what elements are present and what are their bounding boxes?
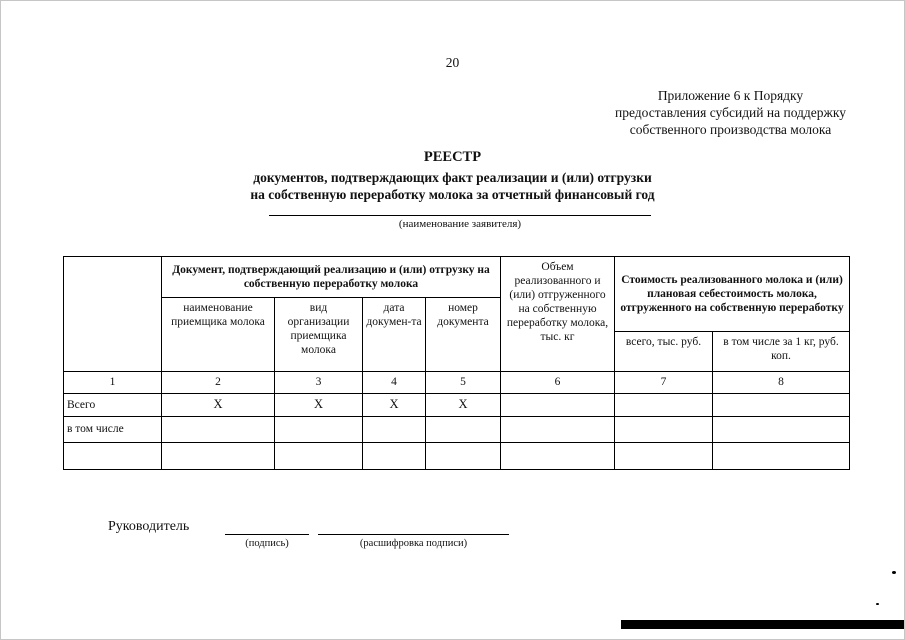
scan-speck [892,571,896,574]
column-number-cell: 4 [363,372,426,394]
column-number-cell: 3 [275,372,363,394]
registry-table [63,256,850,470]
page-number: 20 [445,55,460,70]
appendix-line: предоставления субсидий на поддержку [614,105,846,120]
scan-artifact-bar [621,620,905,629]
data-cell [363,417,426,443]
signature-caption-podpis: (подпись) [245,538,289,549]
data-cell [615,443,713,470]
header-cost-group: Стоимость реализованного молока и (или) плановая себестоимость молока, отгруженного на собственную переработку [615,257,850,332]
header-org-type: вид организации приемщика молока [275,298,363,372]
data-cell: X [162,394,275,417]
data-cell [713,394,850,417]
signature-line-rasshifrovka [318,534,509,535]
applicant-caption: (наименование заявителя) [398,218,522,230]
data-cell [501,394,615,417]
document-subtitle-line2: на собственную переработку молока за отчетный финансовый год [250,187,655,202]
data-cell [426,417,501,443]
header-total-cost: всего, тыс. руб. [615,332,713,372]
row-label-total: Всего [64,394,162,417]
signature-role: Руководитель [108,519,190,534]
data-cell [501,443,615,470]
row-label-including: в том числе [64,417,162,443]
column-number-cell: 5 [426,372,501,394]
data-cell: X [426,394,501,417]
data-cell [713,443,850,470]
data-cell [162,443,275,470]
data-cell [363,443,426,470]
document-subtitle-line1: документов, подтверждающих факт реализации и (или) отгрузки [253,170,652,185]
column-number-cell: 6 [501,372,615,394]
data-cell [275,443,363,470]
appendix-line: Приложение 6 к Порядку [657,88,804,103]
document-title: РЕЕСТР [423,149,482,165]
header-per-kg: в том числе за 1 кг, руб. коп. [713,332,850,372]
data-cell [713,417,850,443]
signature-line-podpis [225,534,309,535]
applicant-name-line [269,215,651,216]
data-cell [162,417,275,443]
header-corner-cell [64,257,162,372]
column-number-cell: 2 [162,372,275,394]
column-number-cell: 1 [64,372,162,394]
signature-caption-rasshifrovka: (расшифровка подписи) [359,538,468,549]
appendix-note [615,87,846,138]
data-cell: X [363,394,426,417]
data-cell: X [275,394,363,417]
data-cell [615,417,713,443]
header-document-group: Документ, подтверждающий реализацию и (или) отгрузку на собственную переработку молока [162,257,501,298]
data-cell [501,417,615,443]
header-doc-number: номер документа [426,298,501,372]
scan-speck [876,603,879,605]
data-cell [615,394,713,417]
column-number-cell: 7 [615,372,713,394]
header-volume: Объем реализованного и (или) отгруженного на собственную переработку молока, тыс. кг [501,257,615,372]
column-number-cell: 8 [713,372,850,394]
data-cell [275,417,363,443]
row-label-empty [64,443,162,470]
appendix-line: собственного производства молока [629,122,832,137]
data-cell [426,443,501,470]
header-doc-date: дата докумен-та [363,298,426,372]
header-receiver-name: наименование приемщика молока [162,298,275,372]
